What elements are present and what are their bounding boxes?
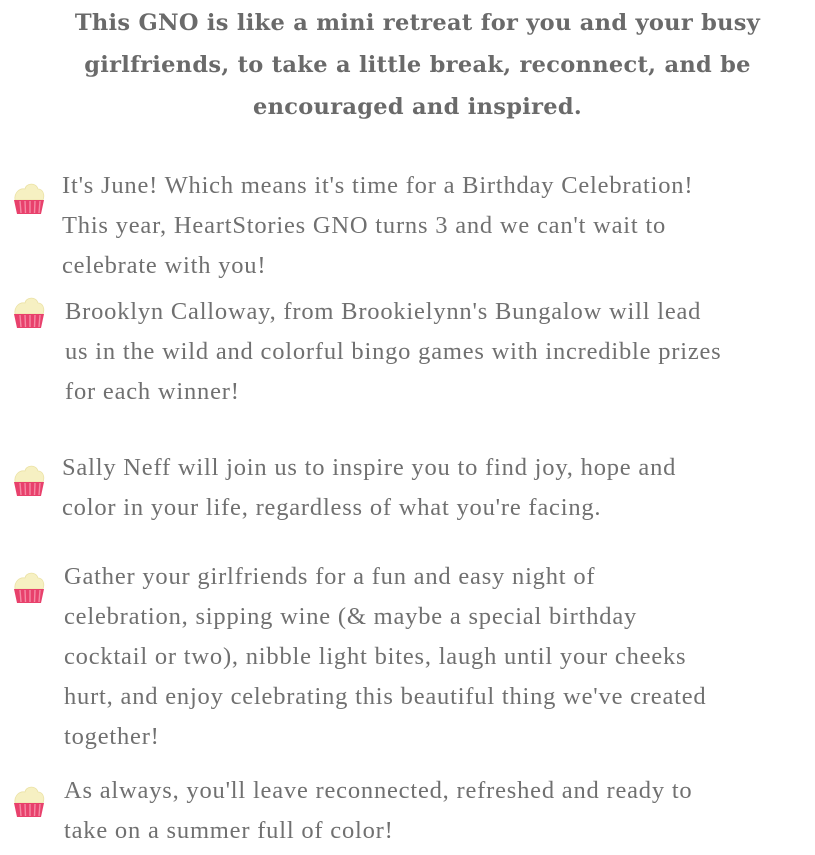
item-line: celebration, sipping wine (& maybe a special birthday	[64, 603, 638, 630]
item-line: for each winner!	[65, 378, 240, 405]
item-line: Brooklyn Calloway, from Brookielynn's Bungalow will lead	[65, 298, 702, 325]
item-line: As always, you'll leave reconnected, refreshed and ready to	[64, 777, 693, 804]
intro-line: girlfriends, to take a little break, reconnect, and be	[84, 52, 751, 78]
item-text	[62, 166, 693, 286]
cupcake-icon	[12, 180, 46, 220]
item-line: cocktail or two), nibble light bites, laugh until your cheeks	[64, 643, 687, 670]
item-line: Sally Neff will join us to inspire you to find joy, hope and	[62, 454, 677, 481]
item-line: us in the wild and colorful bingo games with incredible prizes	[65, 338, 722, 365]
item-line: take on a summer full of color!	[64, 817, 394, 844]
item-line: color in your life, regardless of what you're facing.	[62, 494, 602, 521]
item-text	[64, 557, 706, 757]
intro-line: encouraged and inspired.	[252, 94, 583, 120]
item-line: together!	[64, 723, 160, 750]
item-text	[65, 292, 722, 412]
item-line: hurt, and enjoy celebrating this beautiful thing we've created	[64, 683, 707, 710]
intro-line: This GNO is like a mini retreat for you and your busy	[74, 10, 761, 36]
item-line: This year, HeartStories GNO turns 3 and we can't wait to	[62, 212, 667, 239]
item-line: Gather your girlfriends for a fun and easy night of	[64, 563, 596, 590]
cupcake-icon	[12, 462, 46, 502]
cupcake-icon	[12, 783, 46, 823]
item-text	[62, 448, 676, 528]
cupcake-icon	[12, 569, 46, 609]
item-line: It's June! Which means it's time for a Birthday Celebration!	[62, 172, 694, 199]
intro-heading	[40, 2, 795, 128]
cupcake-icon	[12, 294, 46, 334]
item-line: celebrate with you!	[62, 252, 267, 279]
item-text	[64, 771, 692, 851]
